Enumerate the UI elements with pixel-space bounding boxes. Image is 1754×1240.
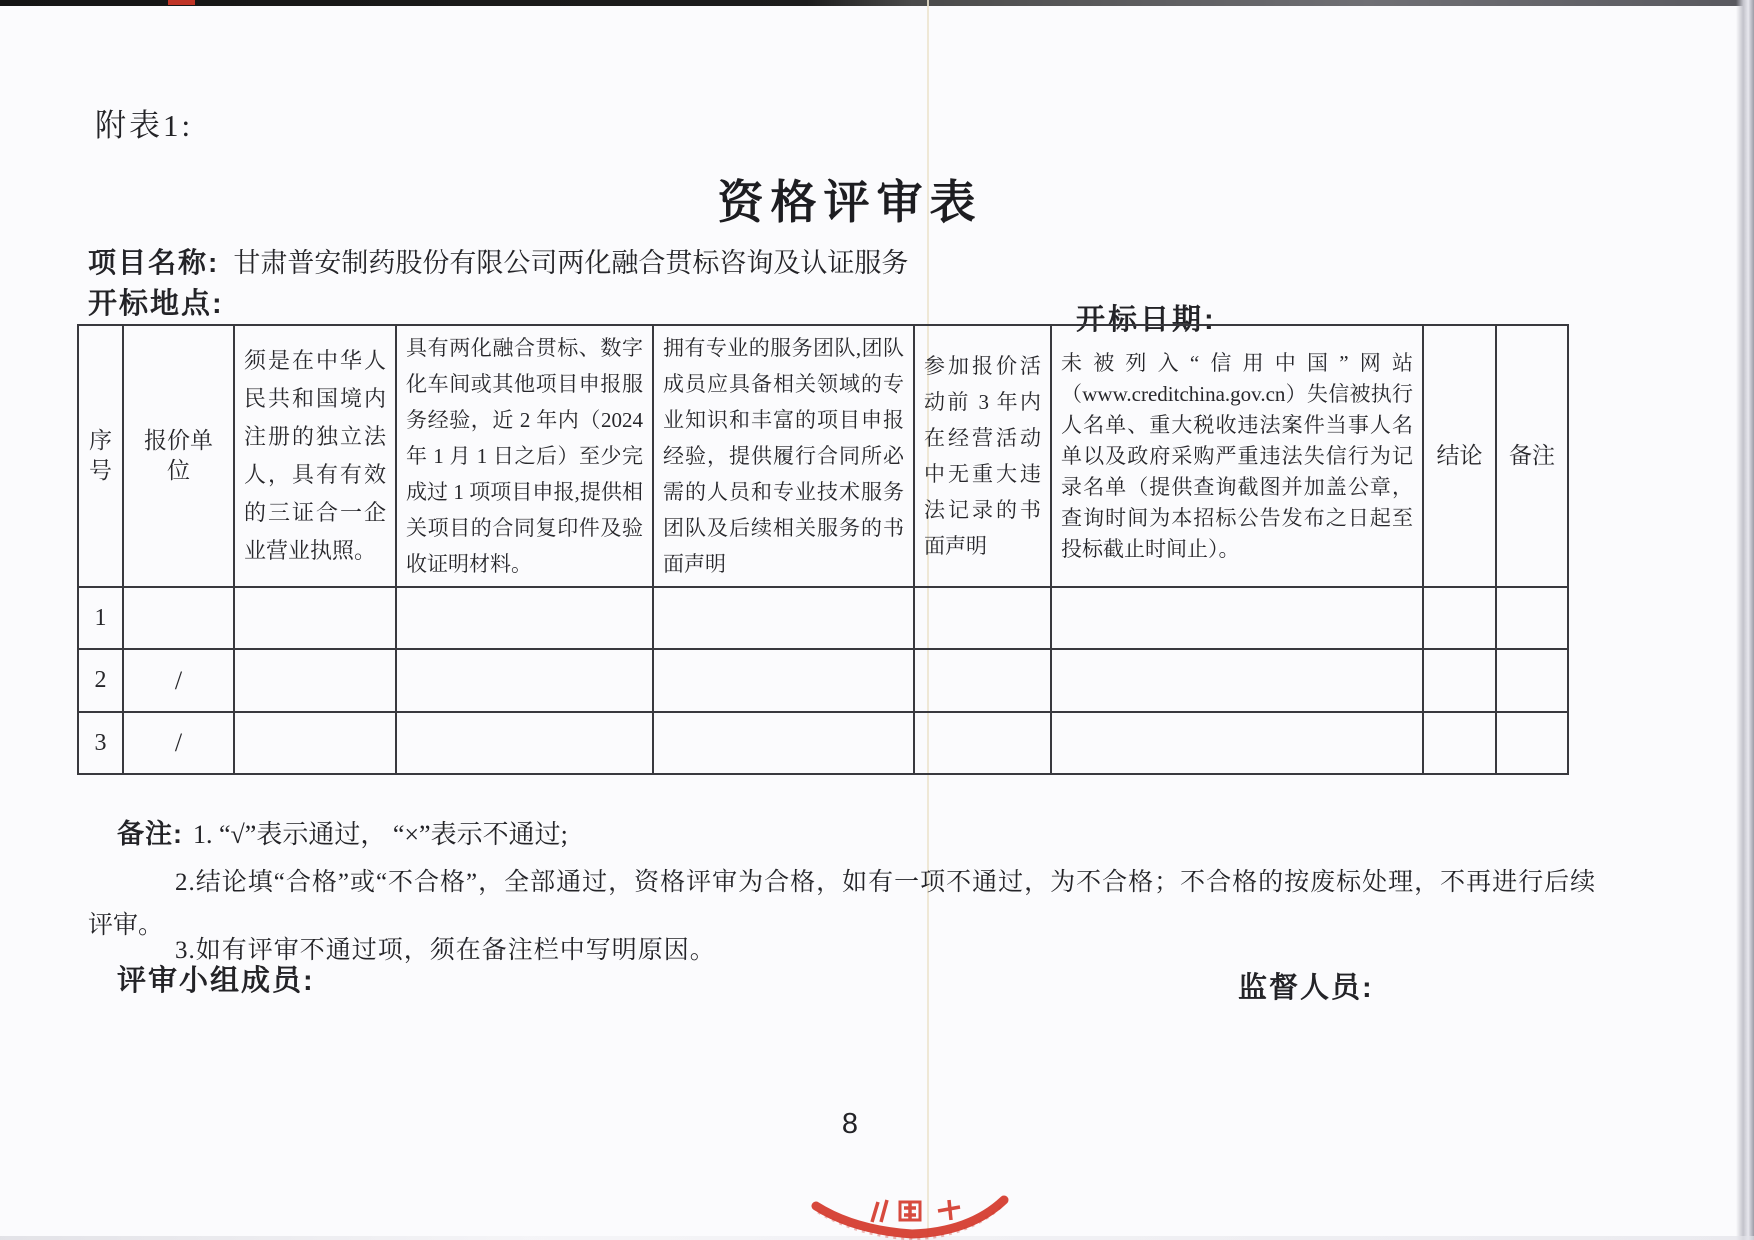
row3-conclusion-cell [1423,712,1496,774]
row2-cell [653,649,914,712]
bid-location-label: 开标地点: [88,288,224,320]
row1-cell [234,587,396,649]
review-team-label: 评审小组成员: [117,965,315,997]
supervisor-label: 监督人员: [1238,972,1374,1004]
row1-remarks-cell [1496,587,1568,649]
row1-cell [396,587,653,649]
document-title: 资格评审表 [717,176,983,228]
row3-cell [914,712,1051,774]
table-row-1 [78,587,1568,649]
page-number: 8 [841,1108,859,1140]
row2-conclusion-cell [1423,649,1496,712]
row1-cell [653,587,914,649]
row2-cell [396,649,653,712]
notes-line-2-continuation: 评审。 [88,912,164,939]
notes-line-1 [117,812,568,851]
header-criterion-team: 拥有专业的服务团队,团队成员应具备相关领域的专业知识和丰富的项目申报经验，提供履行合同所必需的人员和专业技术服务团队及后续相关服务的书面声明 [653,325,914,587]
table-header-row [78,325,1568,587]
row1-cell [1051,587,1423,649]
header-criterion-no-violation: 参加报价活动前 3 年内在经营活动中无重大违法记录的书面声明 [914,325,1051,587]
project-name-label: 项目名称: [88,247,220,278]
scan-top-red-mark [168,0,195,5]
qualification-review-table [77,324,1569,775]
notes-line-1-text: 1. “√”表示通过， “×”表示不通过; [193,820,568,849]
table-row-3 [78,712,1568,774]
header-conclusion: 结论 [1423,325,1496,587]
row3-cell [234,712,396,774]
row2-unit: / [123,649,234,712]
row3-cell [1051,712,1423,774]
notes-line-2: 2.结论填“合格”或“不合格”，全部通过，资格评审为合格，如有一项不通过，为不合格；不合格的按废标处理，不再进行后续 [175,869,1597,896]
red-stamp-partial [788,1178,1028,1240]
row2-remarks-cell [1496,649,1568,712]
scan-right-edge [1736,0,1754,1240]
scan-top-edge [0,0,1754,6]
bid-date-label: 开标日期: [1076,304,1217,336]
row2-seq: 2 [78,649,123,712]
notes-line-3: 3.如有评审不通过项，须在备注栏中写明原因。 [175,937,716,964]
header-bidder-unit: 报价单位 [123,325,234,587]
table-row-2 [78,649,1568,712]
row3-cell [396,712,653,774]
attachment-label: 附表1: [95,108,194,143]
row2-cell [234,649,396,712]
header-criterion-credit-china: 未被列入“信用中国”网站（www.creditchina.gov.cn）失信被执行人名单、重大税收违法案件当事人名单以及政府采购严重违法失信行为记录名单（提供查询截图并加盖公章，查询时间为本招标公告发布之日起至投标截止时间止）。 [1051,325,1423,587]
row3-seq: 3 [78,712,123,774]
row3-cell [653,712,914,774]
row1-seq: 1 [78,587,123,649]
row1-cell [914,587,1051,649]
project-name-value: 甘肃普安制药股份有限公司两化融合贯标咨询及认证服务 [233,248,909,278]
row3-remarks-cell [1496,712,1568,774]
row2-cell [914,649,1051,712]
header-criterion-legal-entity: 须是在中华人民共和国境内注册的独立法人，具有有效的三证合一企业营业执照。 [234,325,396,587]
header-criterion-experience: 具有两化融合贯标、数字化车间或其他项目申报服务经验，近 2 年内（2024 年 1 月 1 日之后）至少完成过 1 项项目申报,提供相关项目的合同复印件及验收证明材料。 [396,325,653,587]
row1-conclusion-cell [1423,587,1496,649]
row3-unit: / [123,712,234,774]
header-seq-no: 序号 [78,325,123,587]
row2-cell [1051,649,1423,712]
project-name-line [88,241,908,281]
row1-unit [123,587,234,649]
notes-label: 备注: [117,819,183,849]
header-remarks: 备注 [1496,325,1568,587]
